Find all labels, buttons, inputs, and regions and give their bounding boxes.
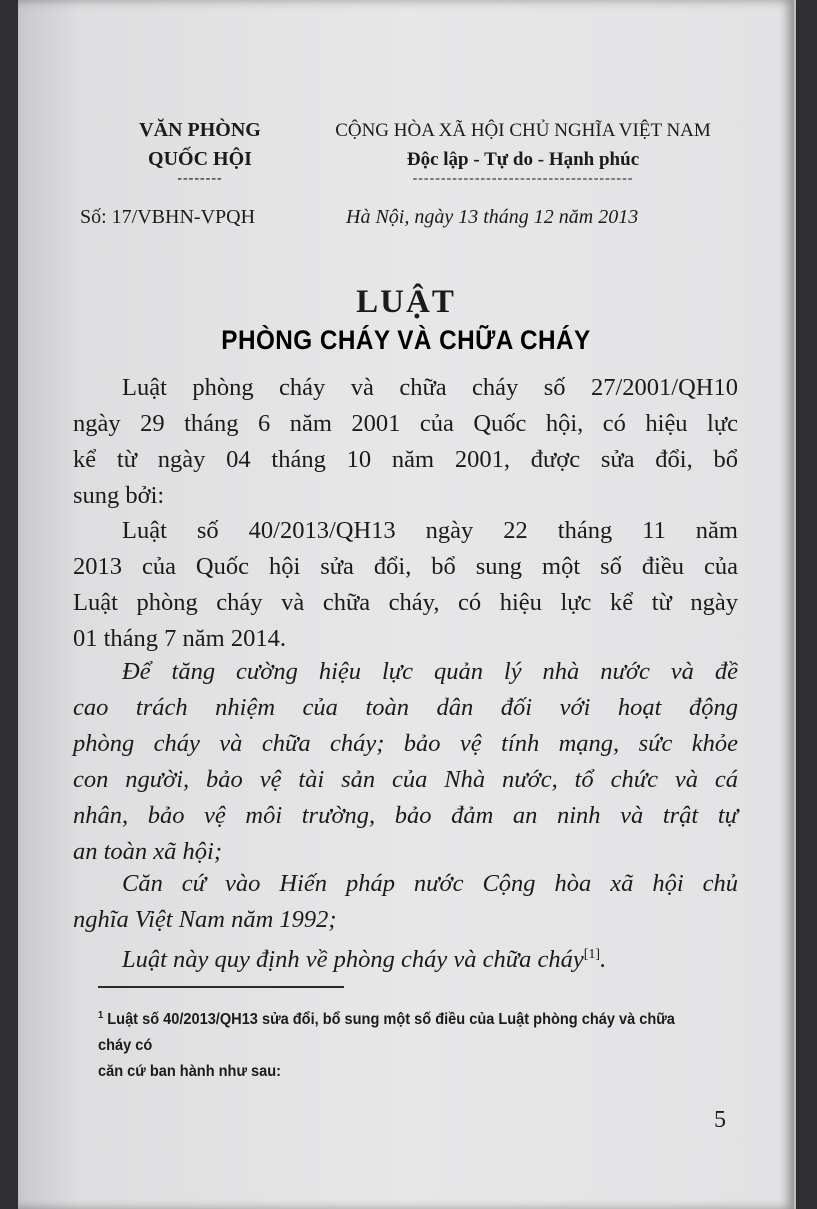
paragraph-4	[73, 866, 738, 938]
footnote-mark: 1	[98, 1010, 104, 1021]
motto: Độc lập - Tự do - Hạnh phúc	[406, 149, 640, 170]
agency-divider: --------	[177, 171, 223, 186]
text-line: cao trách nhiệm của toàn dân đối với hoạt động	[73, 694, 738, 721]
paragraph-1	[73, 370, 738, 514]
text-line: sung bởi:	[73, 482, 165, 509]
national-motto	[308, 116, 738, 184]
text-line: Luật phòng cháy và chữa cháy, có hiệu lực kể từ ngày	[73, 589, 738, 616]
footnote-divider	[98, 986, 344, 988]
footnote-line-1	[98, 1003, 700, 1059]
footnote-text-2: căn cứ ban hành như sau:	[98, 1063, 282, 1081]
enacting-clause: Luật này quy định về phòng cháy và chữa cháy	[122, 946, 584, 974]
text-line: con người, bảo vệ tài sản của Nhà nước, tổ chức và cá	[73, 766, 738, 793]
text-line: an toàn xã hội;	[73, 838, 223, 865]
place-date: Hà Nội, ngày 13 tháng 12 năm 2013	[346, 206, 639, 228]
motto-divider: ---------------------------------------	[412, 171, 634, 186]
document-number: Số: 17/VBHN-VPQH	[80, 206, 256, 228]
text-line: Luật số 40/2013/QH13 ngày 22 tháng 11 năm	[122, 517, 738, 544]
text-line: nhân, bảo vệ môi trường, bảo đảm an ninh và trật tự	[73, 802, 738, 829]
footnote-text-1: Luật số 40/2013/QH13 sửa đổi, bổ sung một số điều của Luật phòng cháy và chữa cháy có	[98, 1011, 675, 1055]
law-subtitle: PHÒNG CHÁY VÀ CHỮA CHÁY	[221, 325, 591, 355]
text-line	[73, 937, 738, 978]
agency-line-1: VĂN PHÒNG	[139, 119, 261, 141]
footnote-reference[interactable]: [1]	[583, 947, 601, 962]
paragraph-2	[73, 513, 738, 657]
document-page	[18, 0, 796, 1209]
text-line: phòng cháy và chữa cháy; bảo vệ tính mạng, sức khỏe	[73, 730, 738, 757]
text-line: kể từ ngày 04 tháng 10 năm 2001, được sửa đổi, bổ	[73, 446, 738, 473]
text-line: Căn cứ vào Hiến pháp nước Cộng hòa xã hội chủ	[122, 870, 738, 897]
text-line: nghĩa Việt Nam năm 1992;	[73, 906, 337, 933]
text-line: 01 tháng 7 năm 2014.	[73, 625, 286, 652]
paragraph-3	[73, 654, 738, 870]
agency-line-2: QUỐC HỘI	[148, 148, 252, 170]
country-name: CỘNG HÒA XÃ HỘI CHỦ NGHĨA VIỆT NAM	[335, 120, 711, 141]
page-number: 5	[714, 1107, 726, 1133]
text-line: Luật phòng cháy và chữa cháy số 27/2001/QH10	[122, 374, 738, 401]
text-line: Để tăng cường hiệu lực quản lý nhà nước và đề	[122, 658, 738, 685]
text-line: 2013 của Quốc hội sửa đổi, bổ sung một số điều của	[73, 553, 738, 580]
footnote	[98, 1003, 700, 1085]
paragraph-5	[73, 937, 738, 978]
law-title: LUẬT	[356, 284, 456, 320]
text-line: ngày 29 tháng 6 năm 2001 của Quốc hội, có hiệu lực	[73, 410, 738, 437]
clause-end: .	[600, 946, 607, 974]
issuing-agency	[110, 116, 290, 184]
